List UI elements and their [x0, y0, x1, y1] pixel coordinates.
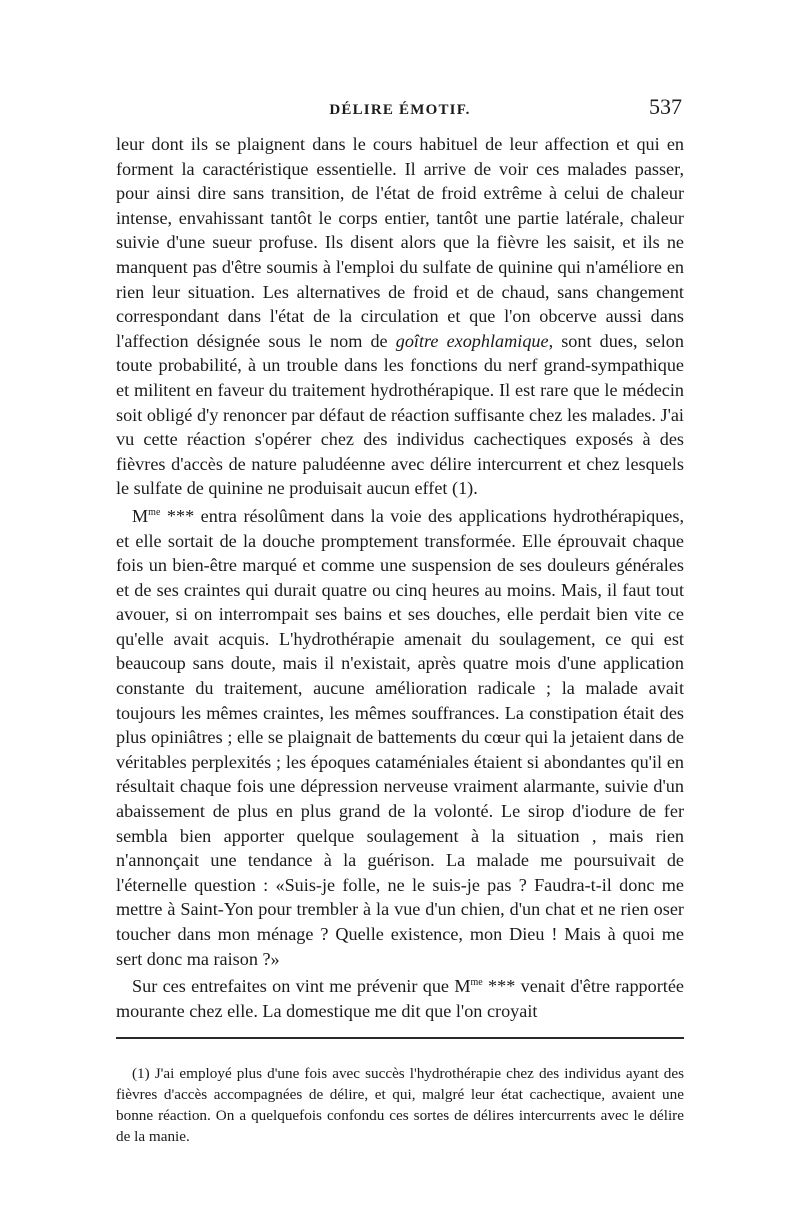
paragraph-1-text: leur dont ils se plaignent dans le cours habituel de leur affection et qui en forment la caractéristique essentielle. Il arrive de voir ces malades passer, pour ainsi dire sans transition, de l'état de froid extrême à celui de chaleur intense, envahissant tantôt le corps entier, tantôt une partie latérale, chaleur suivie d'une sueur profuse. Ils disent alors que la fièvre les saisit, et ils ne manquent pas d'être soumis à l'emploi du sulfate de quinine qui n'améliore en rien leur situation. Les alternatives de froid et de chaud, sans changement correspondant dans l'état de la circulation et que l'on obcerve aussi dans l'affection désignée sous le nom de — [116, 134, 684, 351]
page-number: 537 — [649, 94, 682, 119]
paragraph-1 — [116, 132, 684, 501]
paragraph-3 — [116, 971, 684, 1023]
paragraph-2-prefix: M — [132, 505, 149, 526]
footnote-rule — [116, 1037, 684, 1039]
paragraph-2-text: *** entra résolûment dans la voie des applications hydrothérapiques, et elle sortait de la douche promptement transformée. Elle éprouvait chaque fois un bien-être marqué et comme une suspension de ses douleurs générales et de ses craintes qui durait quatre ou cinq heures au moins. Mais, il faut tout avouer, si on interrompait ses bains et ses douches, elle perdait bien vite ce qu'elle avait acquis. L'hydrothérapie amenait du soulagement, ce qui est beaucoup sans doute, mais il n'existait, après quatre mois d'une application constante du traitement, aucune amélioration radicale ; la malade avait toujours les mêmes craintes, les mêmes souffrances. La constipation était des plus opiniâtres ; elle se plaignait de battements du cœur qui la jetaient dans de véritables perplexités ; les époques cataméniales étaient si abondantes qu'il en résultait chaque fois une dépression nerveuse vraiment alarmante, suivie d'un abaissement de plus en plus grand de la volonté. Le sirop d'iodure de fer sembla bien apporter quelque soulagement à la situation , mais rien n'annonçait une tendance à la guérison. La malade me poursuivait de l'éternelle question : «Suis-je folle, ne le suis-je pas ? Faudra-t-il donc me mettre à Saint-Yon pour trembler à la vue d'un chien, d'un chat et ne rien oser toucher dans mon ménage ? Quelle existence, mon Dieu ! Mais à quoi me sert donc ma raison ?» — [116, 505, 684, 969]
paragraph-3-superscript: me — [470, 977, 483, 989]
paragraph-1-text-after: , sont dues, selon toute probabilité, à un trouble dans les fonctions du nerf grand-sympathique et militent en faveur du traitement hydrothérapique. Il est rare que le médecin soit obligé d'y renoncer par défaut de réaction suffisante chez les malades. J'ai vu cette réaction s'opérer chez des individus cachectiques exposés à des fièvres d'accès de nature paludéenne avec délire intercurrent et chez lesquels le sulfate de quinine ne produisait aucun effet (1). — [116, 330, 684, 499]
book-page — [116, 94, 684, 1163]
footnote: (1) J'ai employé plus d'une fois avec succès l'hydrothérapie chez des individus ayant des fièvres d'accès accompagnées de délire, et qui, malgré leur état cachectique, avaient une bonne réaction. On a quelquefois confondu ces sortes de délires intercurrents avec le délire de la manie. — [116, 1065, 684, 1146]
running-head — [116, 94, 684, 124]
paragraph-2-superscript: me — [148, 506, 161, 518]
paragraph-3-text: Sur ces entrefaites on vint me prévenir que M — [132, 976, 471, 997]
paragraph-2 — [116, 501, 684, 971]
body-text — [116, 132, 684, 1023]
running-title: DÉLIRE ÉMOTIF. — [329, 102, 471, 118]
paragraph-3-text-after: *** venait d'être rapportée mourante chez elle. La domestique me dit que l'on croyait — [116, 976, 684, 1021]
paragraph-1-italic: goître exophlamique — [395, 330, 549, 351]
